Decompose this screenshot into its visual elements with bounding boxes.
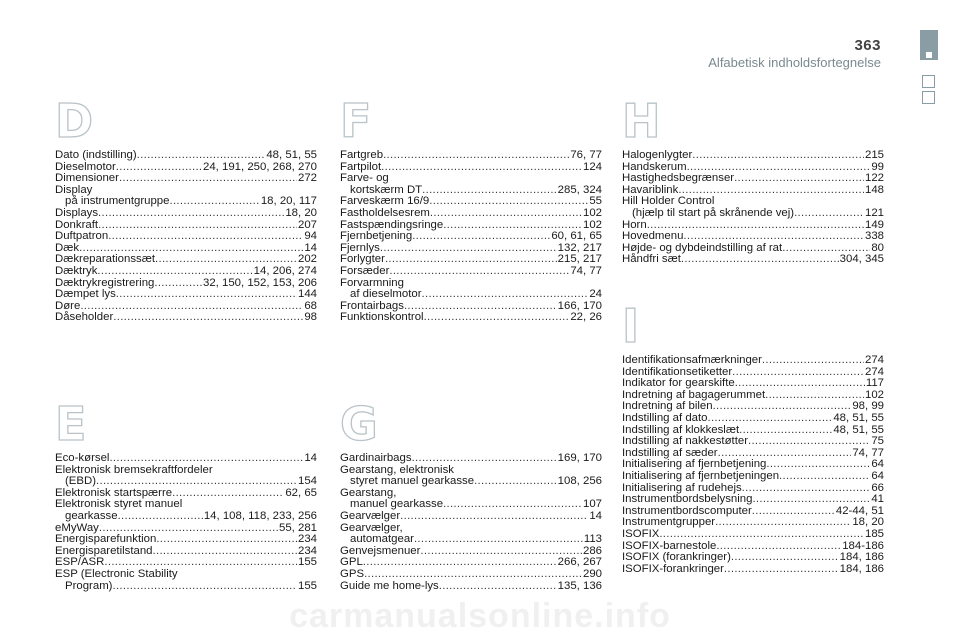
dot-leader	[752, 494, 870, 506]
index-entry	[622, 529, 884, 541]
entry-pages: 184, 186	[839, 551, 884, 564]
entry-term: Initialisering af rudehejs	[622, 481, 742, 494]
entry-term: Duftpatron	[55, 230, 109, 243]
index-entry	[55, 312, 317, 324]
entry-term: Indretning af bilen	[622, 400, 713, 413]
index-entry	[55, 569, 317, 592]
index-entry	[55, 231, 317, 243]
entry-term: ISOFIX (forankringer)	[622, 551, 731, 564]
page-number: 363	[854, 37, 881, 54]
entry-term: Instrumentbordscomputer	[622, 504, 752, 517]
entry-pages: 215, 217	[557, 253, 602, 266]
dot-leader	[742, 483, 871, 495]
entry-term: ISOFIX	[622, 527, 660, 540]
entry-pages: 68	[304, 299, 317, 312]
entry-pages: 124	[582, 160, 602, 173]
entry-term: Frontairbags	[340, 299, 404, 312]
dot-leader	[692, 150, 864, 162]
dot-leader	[474, 476, 557, 488]
entry-pages: 102	[582, 206, 602, 219]
entry-term: Døre	[55, 299, 81, 312]
index-entry	[340, 150, 602, 162]
dot-leader	[156, 534, 297, 546]
dot-leader	[724, 564, 839, 576]
index-entry	[622, 196, 884, 219]
dot-leader	[715, 517, 851, 529]
index-entry	[622, 436, 884, 448]
entry-pages: 290	[582, 567, 602, 580]
entry-pages: 14	[304, 241, 317, 254]
entry-subterm: styret manuel gearkasse	[350, 475, 475, 488]
index-entry-list	[340, 150, 602, 324]
entry-pages: 155	[297, 579, 317, 592]
index-entry	[55, 185, 317, 208]
entry-term: Dimensioner	[55, 172, 119, 185]
dot-leader	[119, 173, 297, 185]
entry-term: Fartpilot	[340, 160, 382, 173]
entry-pages: 102	[864, 388, 884, 401]
index-entry	[622, 471, 884, 483]
dot-leader	[404, 301, 557, 313]
entry-term: Fjernbetjening	[340, 230, 413, 243]
entry-term: ISOFIX-barnestole	[622, 539, 717, 552]
entry-pages: 274	[864, 365, 884, 378]
entry-term: Dieselmotor	[55, 160, 116, 173]
index-entry	[340, 278, 602, 301]
index-entry-list	[622, 150, 884, 266]
entry-term: Funktionskontrol	[340, 311, 424, 324]
entry-term: Dæktrykregistrering	[55, 276, 155, 289]
entry-pages: 121	[864, 206, 884, 219]
dot-leader	[424, 312, 570, 324]
entry-pages: 14, 108, 118, 233, 256	[203, 509, 317, 522]
entry-term: Indstilling af sæder	[622, 446, 718, 459]
entry-term: Havariblink	[622, 183, 679, 196]
index-entry	[622, 517, 884, 529]
dot-leader	[422, 289, 589, 301]
entry-pages: 135, 136	[557, 579, 602, 592]
entry-pages: 272	[297, 172, 317, 185]
dot-leader	[748, 436, 870, 448]
entry-pages: 166, 170	[557, 299, 602, 312]
entry-subterm: automatgear	[350, 533, 414, 546]
dot-leader	[414, 534, 583, 546]
entry-term: Instrumentbordsbelysning	[622, 493, 753, 506]
dot-leader	[113, 312, 303, 324]
entry-pages: 41	[871, 493, 884, 506]
dot-leader	[400, 511, 588, 523]
index-entry	[622, 494, 884, 506]
dot-leader	[363, 557, 557, 569]
section-letter: I	[622, 299, 640, 353]
entry-term: Indstilling af dato	[622, 411, 708, 424]
entry-term: Dåseholder	[55, 311, 114, 324]
index-entry-list	[55, 453, 317, 592]
entry-term: Hill Holder Control	[622, 195, 715, 208]
entry-pages: 234	[297, 533, 317, 546]
dot-leader	[731, 552, 839, 564]
dot-leader	[381, 162, 582, 174]
dot-leader	[389, 266, 569, 278]
entry-pages: 99	[871, 160, 884, 173]
section-h	[622, 94, 884, 266]
entry-pages: 185	[864, 527, 884, 540]
index-entry	[55, 208, 317, 220]
entry-term: Forvarmning	[340, 276, 404, 289]
entry-term: Fastholdelsesrem	[340, 206, 430, 219]
entry-pages: 64	[871, 469, 884, 482]
entry-pages: 113	[583, 533, 602, 546]
entry-term: Dæmpet lys	[55, 288, 116, 301]
dot-leader	[779, 471, 870, 483]
entry-term: ISOFIX-forankringer	[622, 562, 724, 575]
entry-term: Indretning af bagagerummet	[622, 388, 766, 401]
entry-pages: 74, 77	[852, 446, 884, 459]
entry-pages: 24, 191, 250, 268, 270	[202, 160, 317, 173]
tab-marker-icon	[926, 52, 932, 58]
entry-subterm: (EBD)	[65, 475, 97, 488]
dot-leader	[716, 541, 841, 553]
entry-pages: 48, 51, 55	[833, 423, 884, 436]
entry-pages: 184-186	[842, 539, 884, 552]
entry-pages: 286	[582, 544, 602, 557]
index-entry	[55, 289, 317, 301]
entry-term: Elektronisk styret manuel	[55, 498, 183, 511]
entry-term: GPS	[340, 567, 365, 580]
index-entry-list	[622, 355, 884, 575]
index-entry	[340, 208, 602, 220]
entry-term: Forsæder	[340, 264, 390, 277]
dot-leader	[659, 529, 864, 541]
entry-term: Farve- og	[340, 172, 389, 185]
entry-term: Energisparefunktion	[55, 533, 157, 546]
dot-leader	[116, 289, 297, 301]
section-d	[55, 94, 317, 324]
entry-subterm: Program)	[65, 579, 113, 592]
entry-pages: 234	[297, 544, 317, 557]
entry-pages: 48, 51, 55	[833, 411, 884, 424]
entry-pages: 98	[304, 311, 317, 324]
entry-term: Instrumentgrupper	[622, 516, 716, 529]
index-entry	[622, 355, 884, 367]
entry-term: Horn	[622, 218, 647, 231]
entry-pages: 215	[864, 149, 884, 161]
section-e	[55, 397, 317, 592]
entry-pages: 64	[871, 458, 884, 471]
entry-pages: 75	[871, 435, 884, 448]
entry-term: Farveskærm 16/9	[340, 195, 430, 208]
entry-term: Donkraft	[55, 218, 99, 231]
entry-term: Hastighedsbegrænser	[622, 172, 735, 185]
entry-term: Indstilling af nakkestøtter	[622, 435, 748, 448]
index-entry	[622, 254, 884, 266]
dot-leader	[713, 401, 852, 413]
entry-term: Fartgreb	[340, 149, 384, 161]
dot-leader	[429, 196, 588, 208]
entry-term: Guide me home-lys	[340, 579, 439, 592]
entry-term: Display	[55, 183, 93, 196]
index-entry	[622, 413, 884, 425]
section-letter: G	[340, 397, 378, 451]
dot-leader	[118, 511, 203, 523]
entry-term: Halogenlygter	[622, 149, 693, 161]
entry-term: Forlygter	[340, 253, 385, 266]
dot-leader	[732, 367, 864, 379]
index-entry	[55, 173, 317, 185]
index-entry	[622, 564, 884, 576]
entry-pages: 266, 267	[557, 556, 602, 569]
entry-pages: 338	[864, 230, 884, 243]
entry-pages: 14	[589, 509, 602, 522]
dot-leader	[112, 581, 297, 593]
entry-term: Fastspændingsringe	[340, 218, 444, 231]
dot-leader	[108, 231, 303, 243]
entry-subterm: (hjælp til start på skrånende vej)	[632, 206, 795, 219]
entry-pages: 60, 61, 65	[551, 230, 602, 243]
entry-pages: 169, 170	[557, 452, 602, 464]
entry-pages: 102	[582, 218, 602, 231]
entry-pages: 155	[297, 556, 317, 569]
index-entry	[340, 465, 602, 488]
index-entry-list	[55, 150, 317, 324]
entry-pages: 74, 77	[570, 264, 602, 277]
index-entry	[55, 266, 317, 278]
entry-term: Dæk	[55, 241, 80, 254]
dot-leader	[380, 243, 557, 255]
entry-pages: 132, 217	[557, 241, 602, 254]
entry-pages: 42-44, 51	[835, 504, 884, 517]
index-entry	[340, 569, 602, 581]
index-entry	[340, 488, 602, 511]
entry-term: ESP/ASR	[55, 556, 105, 569]
index-entry	[622, 150, 884, 162]
index-entry	[340, 173, 602, 196]
section-letter: D	[55, 94, 94, 148]
dot-leader	[422, 185, 557, 197]
section-letter: F	[340, 94, 372, 148]
entry-pages: 274	[864, 354, 884, 366]
entry-term: GPL	[340, 556, 363, 569]
entry-pages: 14	[304, 452, 317, 464]
entry-term: Genvejsmenuer	[340, 544, 421, 557]
entry-term: ESP (Electronic Stability	[55, 567, 178, 580]
watermark: carmanualsonline.info	[289, 597, 671, 635]
entry-term: Handskerum	[622, 160, 687, 173]
section-letter: H	[622, 94, 661, 148]
dot-leader	[154, 278, 202, 290]
entry-pages: 207	[297, 218, 317, 231]
dot-leader	[153, 546, 297, 558]
entry-pages: 76, 77	[570, 149, 602, 161]
entry-pages: 94	[304, 230, 317, 243]
entry-term: Elektronisk startspærre	[55, 486, 173, 499]
entry-term: Gearvælger,	[340, 521, 403, 534]
entry-pages: 98, 99	[852, 400, 884, 413]
index-entry	[340, 523, 602, 546]
entry-term: Displays	[55, 206, 99, 219]
entry-pages: 304, 345	[839, 253, 884, 266]
entry-subterm: manuel gearkasse	[350, 498, 444, 511]
entry-term: Indstilling af klokkeslæt	[622, 423, 740, 436]
entry-pages: 117	[865, 377, 884, 390]
entry-term: Dækreparationssæt	[55, 253, 156, 266]
dot-leader	[385, 254, 557, 266]
entry-term: Initialisering af fjernbetjening	[622, 458, 767, 471]
entry-term: Gearstang, elektronisk	[340, 463, 454, 476]
dot-leader	[169, 196, 259, 208]
entry-term: Hovedmenu	[622, 230, 684, 243]
dot-leader	[116, 162, 202, 174]
entry-term: Fjernlys	[340, 241, 380, 254]
dot-leader	[364, 569, 582, 581]
entry-subterm: gearkasse	[65, 509, 118, 522]
index-entry	[340, 557, 602, 569]
entry-pages: 149	[864, 218, 884, 231]
dot-leader	[137, 150, 266, 162]
entry-term: Energisparetilstand	[55, 544, 153, 557]
entry-term: Eco-kørsel	[55, 452, 110, 464]
entry-pages: 18, 20	[285, 206, 317, 219]
entry-pages: 107	[582, 498, 602, 511]
index-entry	[55, 534, 317, 546]
entry-pages: 32, 150, 152, 153, 206	[202, 276, 317, 289]
entry-term: Elektronisk bremsekraftfordeler	[55, 463, 213, 476]
dot-leader	[97, 266, 252, 278]
entry-term: Gardinairbags	[340, 452, 412, 464]
index-entry	[622, 552, 884, 564]
entry-subterm: kortskærm DT	[350, 183, 423, 196]
dot-leader	[443, 499, 582, 511]
entry-term: eMyWay	[55, 521, 99, 534]
running-header: Alfabetisk indholdsfortegnelse	[708, 55, 881, 70]
entry-term: Indikator for gearskifte	[622, 377, 735, 390]
entry-term: Identifikationsafmærkninger	[622, 354, 762, 366]
entry-term: Dato (indstilling)	[55, 149, 137, 161]
entry-pages: 55, 281	[278, 521, 317, 534]
entry-pages: 55	[589, 195, 602, 208]
entry-term: Identifikationsetiketter	[622, 365, 733, 378]
dot-leader	[681, 254, 839, 266]
index-entry	[55, 150, 317, 162]
entry-term: Gearvælger	[340, 509, 401, 522]
entry-pages: 48, 51, 55	[266, 149, 317, 161]
entry-subterm: på instrumentgruppe	[65, 195, 170, 208]
entry-pages: 22, 26	[570, 311, 602, 324]
dot-leader	[98, 208, 284, 220]
section-f	[340, 94, 602, 324]
entry-pages: 80	[871, 241, 884, 254]
entry-term: Håndfri sæt	[622, 253, 681, 266]
section-i	[622, 299, 884, 575]
dot-leader	[98, 220, 297, 232]
entry-pages: 285, 324	[557, 183, 602, 196]
index-entry	[55, 499, 317, 522]
index-entry	[340, 312, 602, 324]
dot-leader	[739, 425, 832, 437]
tab-square-icon	[922, 91, 935, 104]
dot-leader	[683, 231, 864, 243]
entry-pages: 18, 20	[852, 516, 884, 529]
entry-pages: 144	[297, 288, 317, 301]
entry-term: Dæktryk	[55, 264, 98, 277]
section-letter: E	[55, 397, 87, 451]
index-entry	[622, 231, 884, 243]
dot-leader	[80, 301, 303, 313]
index-entry-list	[340, 453, 602, 592]
entry-pages: 24	[589, 288, 602, 301]
dot-leader	[412, 231, 550, 243]
dot-leader	[794, 208, 864, 220]
entry-pages: 202	[297, 253, 317, 266]
dot-leader	[439, 581, 557, 593]
dot-leader	[752, 506, 835, 518]
entry-pages: 14, 206, 274	[253, 264, 317, 277]
dot-leader	[765, 390, 864, 402]
dot-leader	[762, 355, 864, 367]
entry-pages: 184, 186	[839, 562, 884, 575]
index-entry	[340, 581, 602, 593]
entry-pages: 148	[864, 183, 884, 196]
section-g	[340, 397, 602, 592]
dot-leader	[172, 488, 284, 500]
entry-term: Højde- og dybdeindstilling af rat	[622, 241, 783, 254]
tab-square-icon	[922, 75, 935, 88]
entry-term: Gearstang,	[340, 486, 397, 499]
dot-leader	[708, 413, 833, 425]
entry-pages: 66	[871, 481, 884, 494]
entry-pages: 62, 65	[285, 486, 317, 499]
dot-leader	[383, 150, 569, 162]
entry-term: Initialisering af fjernbetjeningen	[622, 469, 780, 482]
entry-pages: 154	[297, 475, 317, 488]
index-entry	[340, 231, 602, 243]
dot-leader	[430, 208, 582, 220]
dot-leader	[766, 459, 870, 471]
index-entry	[55, 465, 317, 488]
dot-leader	[734, 173, 864, 185]
entry-pages: 108, 256	[557, 475, 602, 488]
entry-pages: 18, 20, 117	[260, 195, 317, 208]
entry-subterm: af dieselmotor	[350, 288, 422, 301]
entry-pages: 122	[864, 172, 884, 185]
